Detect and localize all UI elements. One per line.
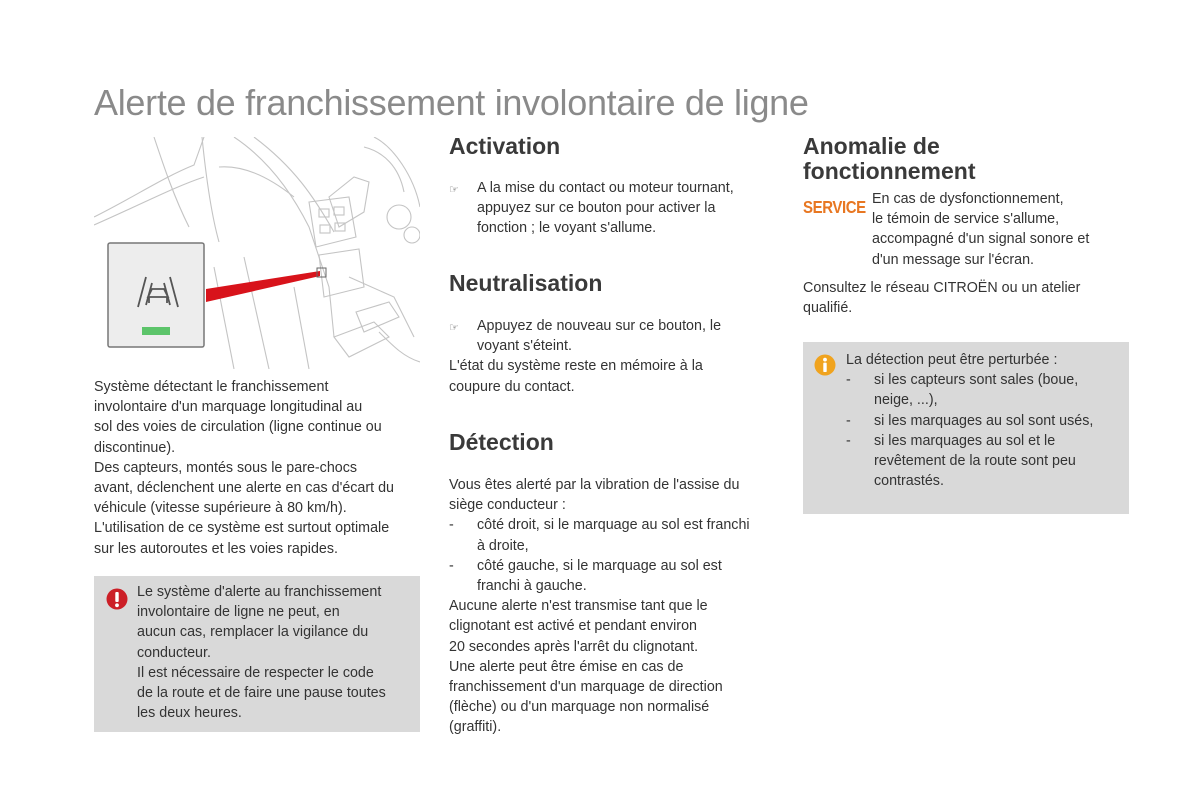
- exclamation-icon: [106, 588, 128, 610]
- warning-text: Le système d'alerte au franchissement involontaire de ligne ne peut, en aucun cas, remplacer la vigilance du conducteur. Il est nécessaire de respecter le code de la route et de faire une pause toutes les deux heures.: [137, 584, 386, 722]
- info-box: [803, 342, 1129, 514]
- info-icon: [814, 354, 836, 376]
- indicator-light: [142, 327, 170, 335]
- service-warning-icon: SERVICE: [803, 198, 866, 218]
- dashboard-illustration: [94, 137, 420, 369]
- list-item: - côté gauche, si le marquage au sol est franchi à gauche.: [449, 557, 722, 595]
- activation-heading: Activation: [449, 133, 561, 159]
- info-text: La détection peut être perturbée : - si les capteurs sont sales (boue, neige, ...), - si les marquages au sol sont usés, - si les marquages au sol et le revêtement de la route sont peu contrastés.: [846, 350, 1126, 491]
- list-item: - si les marquages au sol et le revêtement de la route sont peu contrastés.: [846, 432, 1076, 490]
- neutralisation-text: ☞ Appuyez de nouveau sur ce bouton, le voyant s'éteint. L'état du système reste en mémoire à la coupure du contact.: [449, 318, 722, 395]
- pointer-line: [206, 271, 320, 302]
- consult-text: Consultez le réseau CITROËN ou un atelier qualifié.: [803, 280, 1081, 317]
- system-description: Système détectant le franchissement involontaire d'un marquage longitudinal au sol des voies de circulation (ligne continue ou discontinue). Des capteurs, montés sous le pare-chocs avant, déclenchent une alerte en cas d'écart du véhicule (vitesse supérieure à 80 km/h). L'utilisation de ce système est surtout optimale sur les autoroutes et les voies rapides.: [94, 379, 394, 557]
- list-item: - si les marquages au sol sont usés,: [846, 412, 1094, 429]
- detection-heading: Détection: [449, 429, 554, 455]
- detection-text: Vous êtes alerté par la vibration de l'assise du siège conducteur : - côté droit, si le marquage au sol est franchi à droite, - côté gauche, si le marquage au sol est franchi à gauche. Aucune alerte n'est transmise tant que le clignotant est activé et pendant environ 20 secondes après l'arrêt du clignotant. Une alerte peut être émise en cas de franchissement d'un marquage de direction (flèche) ou d'un marquage non normalisé (graffiti).: [449, 475, 779, 738]
- service-text: En cas de dysfonctionnement, le témoin de service s'allume, accompagné d'un signal sonore et d'un message sur l'écran.: [872, 191, 1090, 268]
- list-item: - côté droit, si le marquage au sol est franchi à droite,: [449, 517, 750, 554]
- activation-text: ☞ A la mise du contact ou moteur tournant, appuyez sur ce bouton pour activer la fonction ; le voyant s'allume.: [449, 178, 779, 239]
- neutralisation-heading: Neutralisation: [449, 270, 603, 296]
- warning-box: [94, 576, 420, 732]
- pointing-finger-icon: ☞: [449, 184, 459, 196]
- list-item: - si les capteurs sont sales (boue, neige, ...),: [846, 372, 1079, 409]
- anomalie-heading: Anomalie de fonctionnement: [803, 133, 976, 184]
- page-title: Alerte de franchissement involontaire de ligne: [94, 82, 809, 123]
- pointing-finger-icon: ☞: [449, 322, 459, 334]
